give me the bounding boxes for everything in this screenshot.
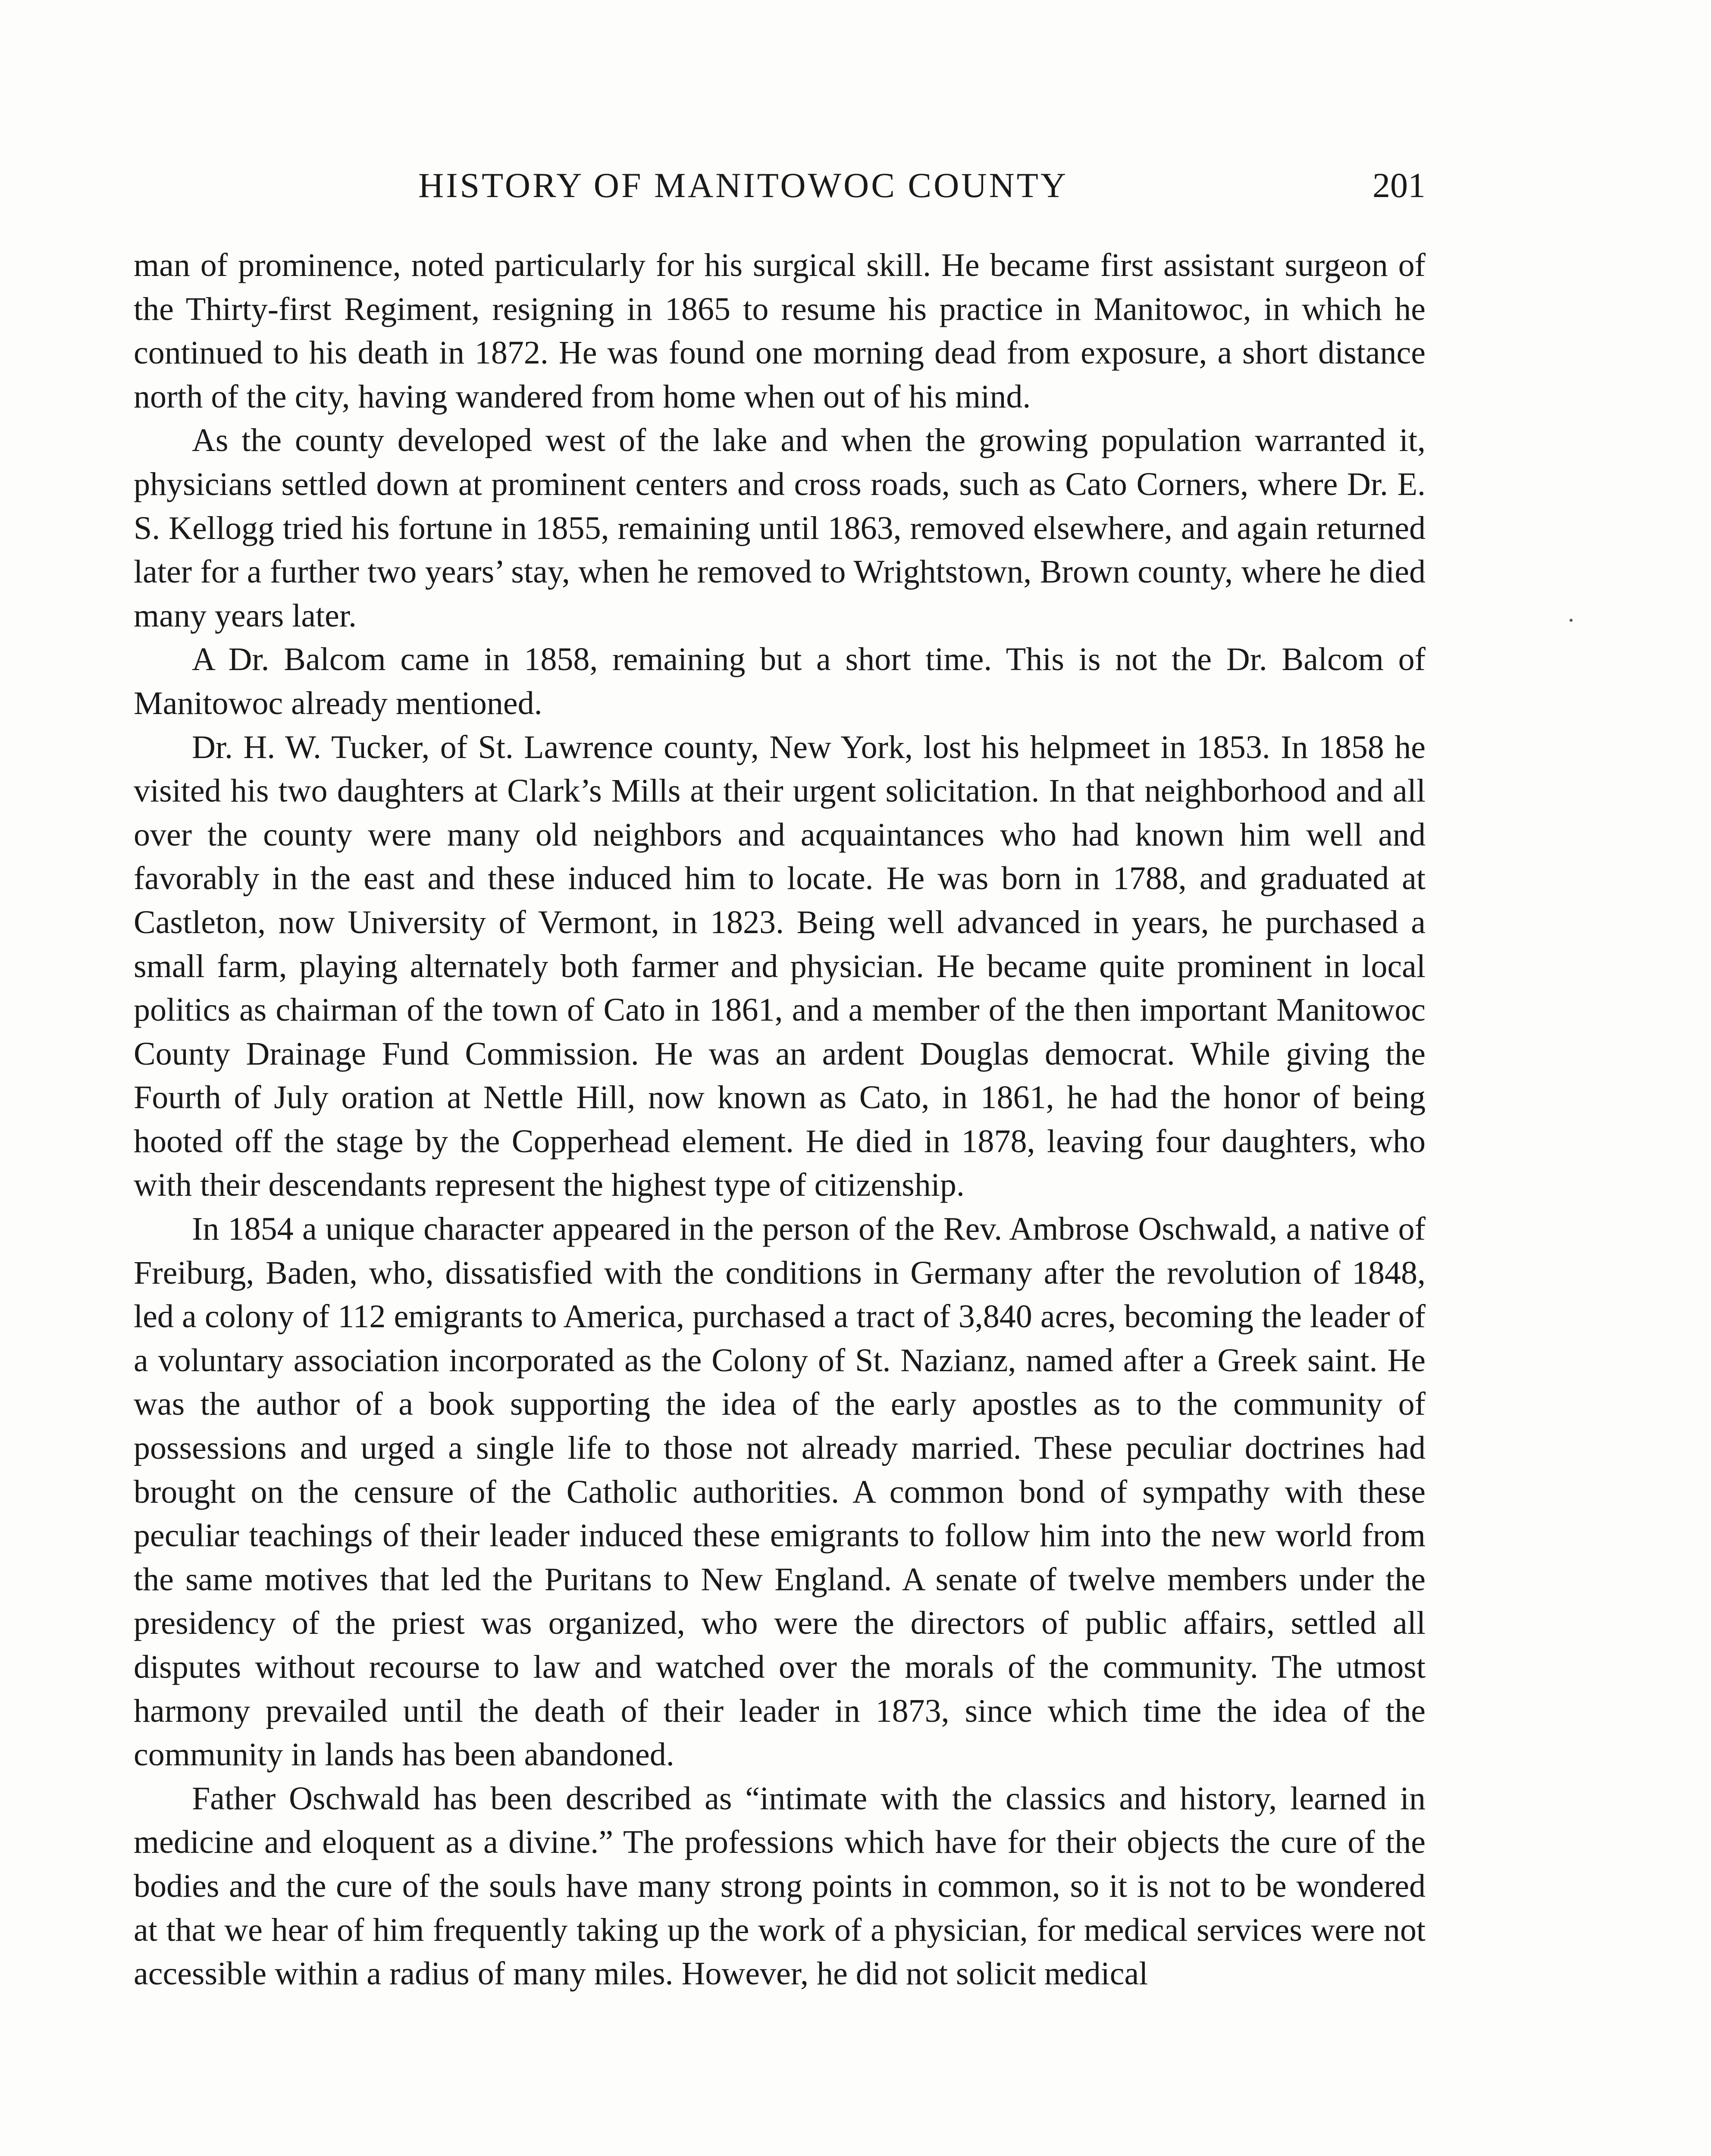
paper-speck <box>1570 619 1573 622</box>
body-text <box>134 244 1426 1996</box>
running-head-title: HISTORY OF MANITOWOC COUNTY <box>418 166 1069 205</box>
running-head <box>134 164 1426 211</box>
paragraph: Dr. H. W. Tucker, of St. Lawrence county, New York, lost his helpmeet in 1853. In 1858 he visited his two daughters at Clark’s Mills at their urgent solicitation. In that neighborhood and all over the county were many old neighbors and acquaintances who had known him well and favorably in the east and these induced him to locate. He was born in 1788, and graduated at Castleton, now University of Vermont, in 1823. Being well advanced in years, he purchased a small farm, playing alternately both farmer and physician. He became quite prominent in local politics as chairman of the town of Cato in 1861, and a member of the then important Manitowoc County Drainage Fund Commission. He was an ardent Douglas democrat. While giving the Fourth of July oration at Nettle Hill, now known as Cato, in 1861, he had the honor of being hooted off the stage by the Copperhead element. He died in 1878, leaving four daughters, who with their descendants represent the highest type of citizenship. <box>134 729 1426 1203</box>
paragraph: As the county developed west of the lake and when the growing population warranted it, physicians settled down at prominent centers and cross roads, such as Cato Corners, where Dr. E. S. Kellogg tried his fortune in 1855, remaining until 1863, removed elsewhere, and again returned later for a further two years’ stay, when he removed to Wrightstown, Brown county, where he died many years later. <box>134 422 1426 634</box>
paragraph: Father Oschwald has been described as “intimate with the classics and history, learned in medicine and eloquent as a divine.” The professions which have for their objects the cure of the bodies and the cure of the souls have many strong points in common, so it is not to be wondered at that we hear of him frequently taking up the work of a physician, for medical services were not accessible within a radius of many miles. However, he did not solicit medical <box>134 1780 1426 1992</box>
paragraph: A Dr. Balcom came in 1858, remaining but a short time. This is not the Dr. Balcom of Manitowoc already mentioned. <box>134 641 1426 721</box>
paragraph-continued: man of prominence, noted particularly for his surgical skill. He became first assistant surgeon of the Thirty-first Regiment, resigning in 1865 to resume his practice in Manitowoc, in which he continued to his death in 1872. He was found one morning dead from exposure, a short distance north of the city, having wandered from home when out of his mind. <box>134 247 1426 415</box>
page-number: 201 <box>1373 166 1426 205</box>
paragraph: In 1854 a unique character appeared in the person of the Rev. Ambrose Oschwald, a native of Freiburg, Baden, who, dissatisfied with the conditions in Germany after the revolution of 1848, led a colony of 112 emigrants to America, purchased a tract of 3,840 acres, becoming the leader of a voluntary association incorporated as the Colony of St. Nazianz, named after a Greek saint. He was the author of a book supporting the idea of the early apostles as to the community of possessions and urged a single life to those not already married. These peculiar doctrines had brought on the censure of the Catholic authorities. A common bond of sympathy with these peculiar teachings of their leader induced these emigrants to follow him into the new world from the same motives that led the Puritans to New England. A senate of twelve members under the presidency of the priest was organized, who were the directors of public affairs, settled all disputes without recourse to law and watched over the morals of the community. The utmost harmony prevailed until the death of their leader in 1873, since which time the idea of the community in lands has been abandoned. <box>134 1211 1426 1773</box>
